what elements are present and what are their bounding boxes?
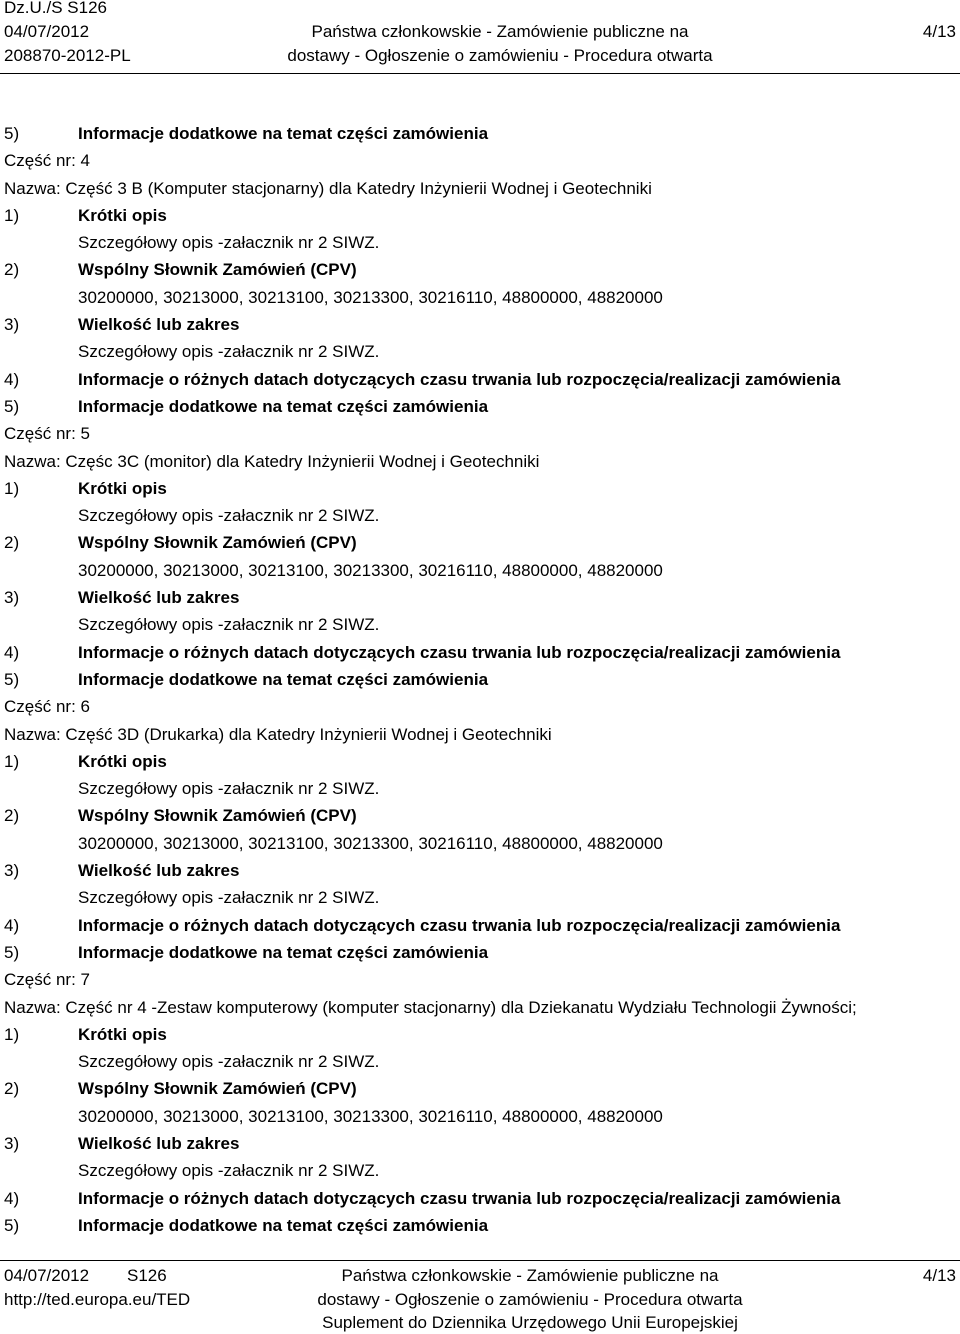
section-number: 5) [4, 942, 20, 962]
footer-title-line3: Suplement do Dziennika Urzędowego Unii Europejskiej [322, 1313, 738, 1332]
lot-number: Część nr: 7 [4, 970, 90, 990]
section-cpv [4, 256, 944, 283]
section-heading: Informacje o różnych datach dotyczących czasu trwania lub rozpoczęcia/realizacji zamówienia [78, 642, 841, 662]
lot-number: Część nr: 5 [4, 424, 90, 444]
section-heading: Krótki opis [78, 751, 167, 771]
short-description-value: Szczegółowy opis -załacznik nr 2 SIWZ. [78, 779, 380, 799]
section-short-description [4, 202, 944, 229]
section-short-description [4, 475, 944, 502]
section-number: 3) [4, 315, 20, 335]
section-heading: Wielkość lub zakres [78, 861, 240, 881]
cpv-codes-value: 30200000, 30213000, 30213100, 30213300, 30216110, 48800000, 48820000 [78, 833, 663, 853]
section-heading: Informacje dodatkowe na temat części zamówienia [78, 669, 489, 689]
lot-number: Część nr: 4 [4, 151, 90, 171]
section-heading: Wielkość lub zakres [78, 588, 240, 608]
section-heading: Wspólny Słownik Zamówień (CPV) [78, 533, 357, 553]
section-heading: Informacje o różnych datach dotyczących czasu trwania lub rozpoczęcia/realizacji zamówienia [78, 369, 841, 389]
quantity-scope-value: Szczegółowy opis -załacznik nr 2 SIWZ. [78, 1161, 380, 1181]
section-number: 5) [4, 669, 20, 689]
lot-name: Nazwa: Część 3 B (Komputer stacjonarny) dla Katedry Inżynierii Wodnej i Geotechniki [4, 178, 652, 198]
footer-page-number: 4/13 [922, 1266, 956, 1285]
section-quantity-scope [4, 1130, 944, 1157]
section-short-description [4, 1021, 944, 1048]
section-additional-info [4, 1212, 944, 1239]
section-cpv [4, 1075, 944, 1102]
section-number: 1) [4, 478, 20, 498]
footer-divider [0, 1260, 960, 1261]
section-additional-info [4, 393, 944, 420]
section-dates [4, 366, 944, 393]
header-title-line2: dostawy - Ogłoszenie o zamówieniu - Procedura otwarta [287, 46, 713, 65]
section-heading: Krótki opis [78, 1024, 167, 1044]
section-dates [4, 1185, 944, 1212]
cpv-codes-value: 30200000, 30213000, 30213100, 30213300, 30216110, 48800000, 48820000 [78, 287, 663, 307]
quantity-scope-value: Szczegółowy opis -załacznik nr 2 SIWZ. [78, 615, 380, 635]
section-heading: Krótki opis [78, 478, 167, 498]
leading-section-5 [4, 120, 944, 147]
section-heading: Wspólny Słownik Zamówień (CPV) [78, 1079, 357, 1099]
section-heading: Wielkość lub zakres [78, 315, 240, 335]
section-number: 5) [4, 1215, 20, 1235]
section-heading: Wielkość lub zakres [78, 1133, 240, 1153]
section-additional-info [4, 666, 944, 693]
section-heading: Informacje dodatkowe na temat części zamówienia [78, 942, 489, 962]
section-number: 2) [4, 1079, 20, 1099]
header-divider [0, 73, 960, 74]
parts-list [4, 147, 944, 1239]
section-number: 1) [4, 1024, 20, 1044]
short-description-value: Szczegółowy opis -załacznik nr 2 SIWZ. [78, 506, 380, 526]
lot-section [4, 966, 944, 1239]
lot-name: Nazwa: Część 3D (Drukarka) dla Katedry Inżynierii Wodnej i Geotechniki [4, 724, 552, 744]
quantity-scope-value: Szczegółowy opis -załacznik nr 2 SIWZ. [78, 888, 380, 908]
section-cpv [4, 802, 944, 829]
section-number: 4) [4, 1188, 20, 1208]
section-heading: Wspólny Słownik Zamówień (CPV) [78, 806, 357, 826]
section-heading: Informacje dodatkowe na temat części zamówienia [78, 124, 489, 143]
page-footer [0, 1262, 960, 1334]
header-date: 04/07/2012 [4, 22, 90, 41]
section-number: 1) [4, 205, 20, 225]
lot-number: Część nr: 6 [4, 697, 90, 717]
page-header [0, 0, 960, 70]
section-number: 2) [4, 533, 20, 553]
footer-title-line2: dostawy - Ogłoszenie o zamówieniu - Procedura otwarta [317, 1290, 743, 1309]
footer-url: http://ted.europa.eu/TED [4, 1290, 191, 1309]
section-cpv [4, 529, 944, 556]
lot-section [4, 693, 944, 966]
section-number: 3) [4, 861, 20, 881]
section-quantity-scope [4, 311, 944, 338]
section-number: 4) [4, 915, 20, 935]
lot-name: Nazwa: Częśc 3C (monitor) dla Katedry Inżynierii Wodnej i Geotechniki [4, 451, 540, 471]
section-number: 3) [4, 1133, 20, 1153]
header-id: 208870-2012-PL [4, 46, 131, 65]
section-heading: Informacje dodatkowe na temat części zamówienia [78, 1215, 489, 1235]
lot-section [4, 147, 944, 420]
section-heading: Informacje o różnych datach dotyczących czasu trwania lub rozpoczęcia/realizacji zamówienia [78, 1188, 841, 1208]
document-body [4, 120, 944, 1239]
section-number: 1) [4, 751, 20, 771]
section-heading: Wspólny Słownik Zamówień (CPV) [78, 260, 357, 280]
section-quantity-scope [4, 584, 944, 611]
quantity-scope-value: Szczegółowy opis -załacznik nr 2 SIWZ. [78, 342, 380, 362]
section-number: 5) [4, 396, 20, 416]
section-heading: Informacje o różnych datach dotyczących czasu trwania lub rozpoczęcia/realizacji zamówienia [78, 915, 841, 935]
short-description-value: Szczegółowy opis -załacznik nr 2 SIWZ. [78, 233, 380, 253]
cpv-codes-value: 30200000, 30213000, 30213100, 30213300, 30216110, 48800000, 48820000 [78, 560, 663, 580]
section-number: 4) [4, 642, 20, 662]
short-description-value: Szczegółowy opis -załacznik nr 2 SIWZ. [78, 1052, 380, 1072]
section-number: 2) [4, 806, 20, 826]
lot-section [4, 420, 944, 693]
section-quantity-scope [4, 857, 944, 884]
lot-name: Nazwa: Część nr 4 -Zestaw komputerowy (komputer stacjonarny) dla Dziekanatu Wydziału Technologii Żywności; [4, 997, 857, 1017]
header-page-number: 4/13 [922, 22, 956, 41]
section-dates [4, 912, 944, 939]
section-heading: Informacje dodatkowe na temat części zamówienia [78, 396, 489, 416]
section-number: 2) [4, 260, 20, 280]
section-number: 5) [4, 124, 20, 143]
footer-title-line1: Państwa członkowskie - Zamówienie publiczne na [341, 1266, 719, 1285]
cpv-codes-value: 30200000, 30213000, 30213100, 30213300, 30216110, 48800000, 48820000 [78, 1106, 663, 1126]
section-additional-info [4, 939, 944, 966]
section-number: 4) [4, 369, 20, 389]
header-ref: Dz.U./S S126 [4, 0, 107, 17]
footer-date: 04/07/2012 [4, 1266, 90, 1285]
section-number: 3) [4, 588, 20, 608]
header-title-line1: Państwa członkowskie - Zamówienie publiczne na [311, 22, 689, 41]
section-dates [4, 639, 944, 666]
section-short-description [4, 748, 944, 775]
footer-ref: S126 [127, 1266, 167, 1285]
section-heading: Krótki opis [78, 205, 167, 225]
